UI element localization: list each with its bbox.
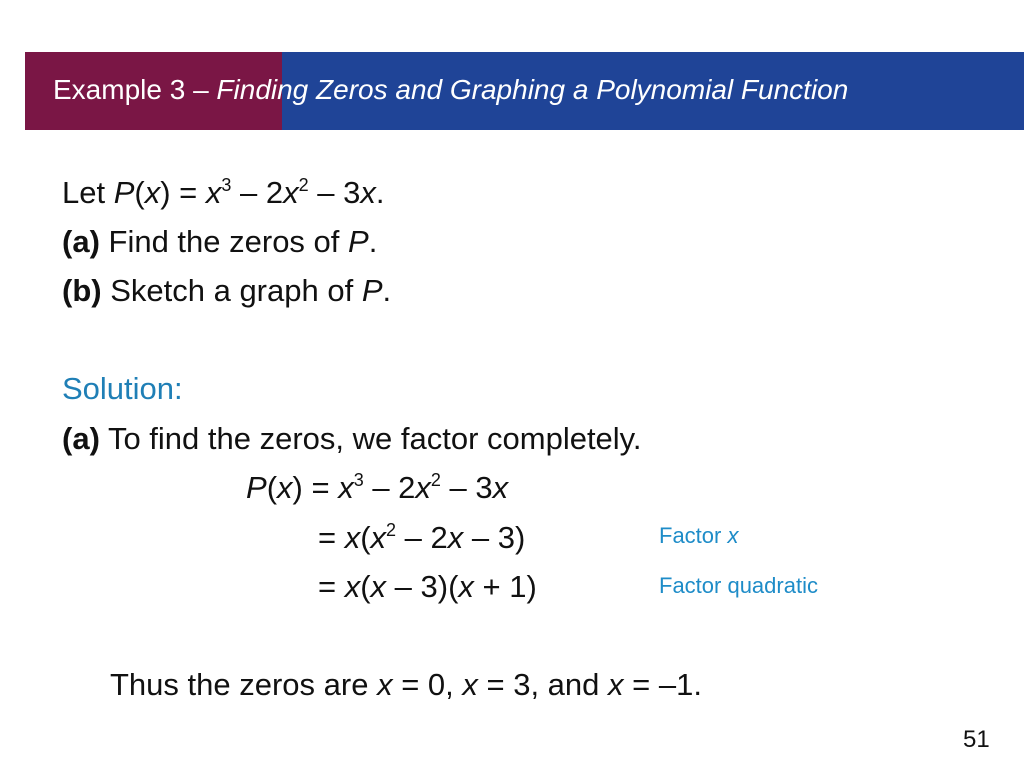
conclusion: Thus the zeros are x = 0, x = 3, and x = –1. [110,667,702,702]
solution-part-a: (a) To find the zeros, we factor completely. [62,421,642,456]
solution-heading: Solution: [62,371,183,406]
equation-step-1: $P(x) = x^3 - 2x^2 - 3x$ [246,470,509,505]
note-factor-x: Factor x [659,523,739,548]
title-prefix: Example 3 – [53,74,217,105]
problem-statement: Let $P(x) = x^3 - 2x^2 - 3x$. [62,175,385,210]
slide-title [53,74,848,106]
equation-step-2: = $x(x^2 - 2x - 3)$ [318,520,526,555]
problem-part-a: (a) Find the zeros of P. [62,224,378,259]
title-bar [25,52,1024,130]
equation-step-3: = x(x – 3)(x + 1) [318,569,537,604]
problem-part-b: (b) Sketch a graph of P. [62,273,392,308]
note-factor-quadratic: Factor quadratic [659,573,818,598]
title-italic: Finding Zeros and Graphing a Polynomial Function [216,74,849,105]
page-number: 51 [963,726,990,753]
